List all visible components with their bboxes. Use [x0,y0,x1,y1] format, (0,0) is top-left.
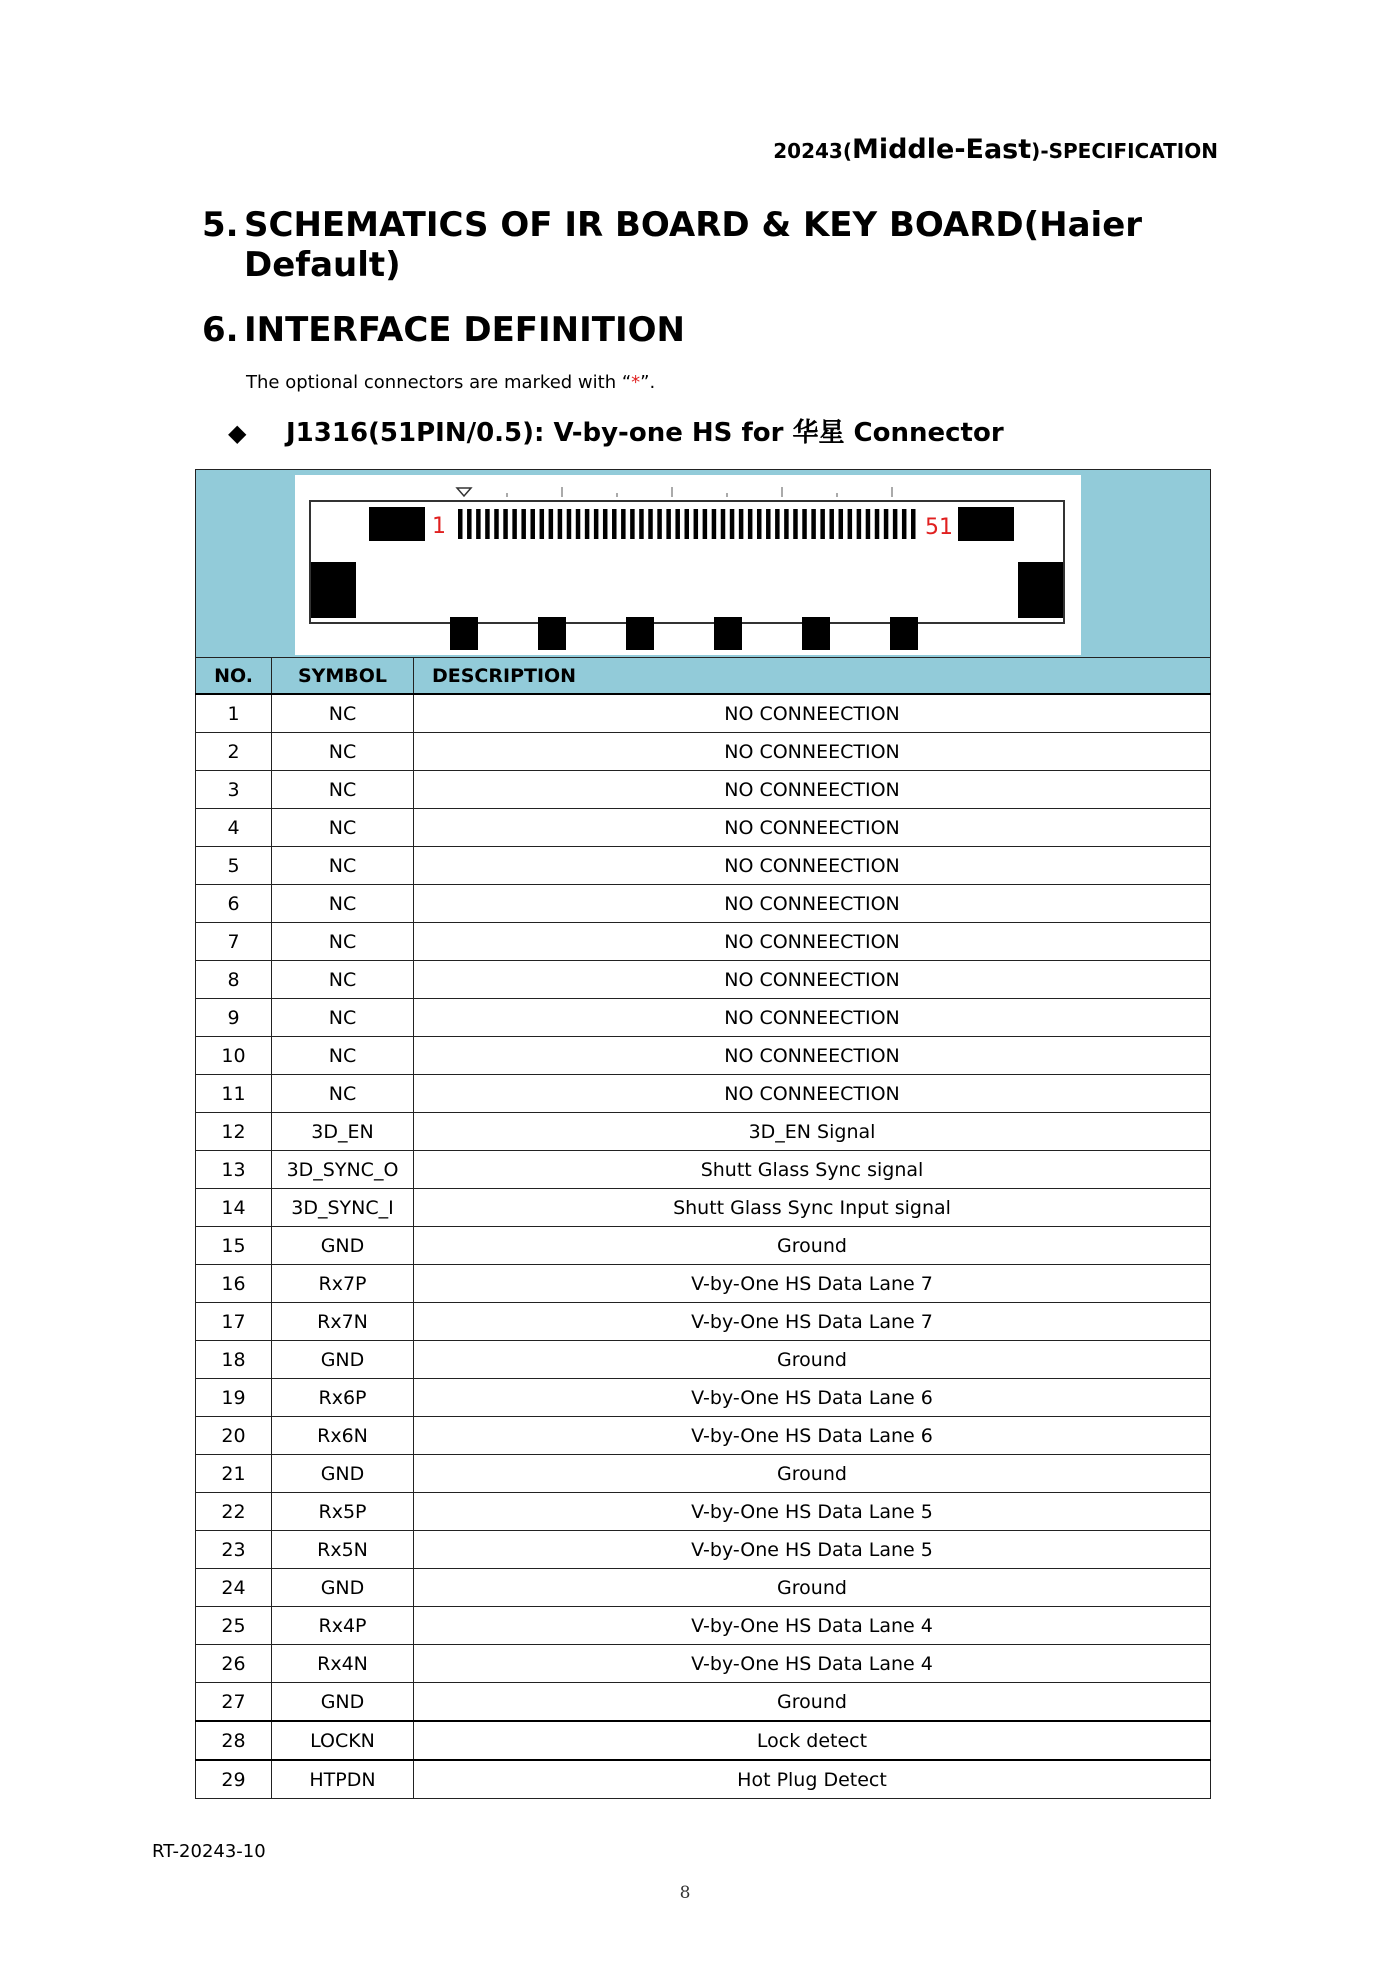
table-row [196,1531,1211,1569]
document-id: RT-20243-10 [152,1841,266,1862]
cell-description: NO CONNEECTION [414,1075,1211,1113]
connector-pin [748,509,753,539]
cell-description: Ground [414,1569,1211,1607]
section-title: SCHEMATICS OF IR BOARD & KEY BOARD(Haier Default) [244,205,1143,285]
header-prefix: 20243( [773,139,852,163]
table-row [196,1189,1211,1227]
pin-last-label: 51 [925,515,953,540]
connector-pin [694,509,699,539]
cell-no: 6 [196,885,272,923]
cell-no: 29 [196,1760,272,1799]
table-row [196,1760,1211,1799]
cell-symbol: NC [272,733,414,771]
page-number: 8 [679,1883,691,1903]
connector-pin [685,509,690,539]
solder-tabs [450,617,918,650]
connector-pin [485,509,490,539]
table-row [196,1303,1211,1341]
cell-no: 22 [196,1493,272,1531]
cell-no: 2 [196,733,272,771]
cell-no: 12 [196,1113,272,1151]
table-row [196,694,1211,733]
connector-pin [666,509,671,539]
cell-no: 13 [196,1151,272,1189]
cell-symbol: Rx5N [272,1531,414,1569]
cell-symbol: GND [272,1569,414,1607]
cell-description: V-by-One HS Data Lane 5 [414,1531,1211,1569]
cell-description: NO CONNEECTION [414,771,1211,809]
connector-pin [512,509,517,539]
cell-symbol: Rx6N [272,1417,414,1455]
cell-symbol: 3D_EN [272,1113,414,1151]
section-number: 6. [202,310,239,350]
header-region: Middle-East [851,134,1032,165]
solder-tab [802,617,830,650]
optional-connector-note [246,372,655,393]
connector-pin [848,509,853,539]
connector-pin [530,509,535,539]
connector-pin [476,509,481,539]
left-mount-tab [311,562,356,618]
note-text-end: ”. [640,372,656,393]
cell-symbol: NC [272,885,414,923]
cell-symbol: Rx4P [272,1607,414,1645]
connector-pin [648,509,653,539]
connector-pin [866,509,871,539]
cell-description: Ground [414,1227,1211,1265]
connector-pin [911,509,916,539]
right-mount-tab [1018,562,1063,618]
cell-symbol: 3D_SYNC_I [272,1189,414,1227]
solder-tab [538,617,566,650]
connector-pin [757,509,762,539]
connector-pin [630,509,635,539]
table-row [196,1227,1211,1265]
cell-description: V-by-One HS Data Lane 4 [414,1607,1211,1645]
connector-pin [567,509,572,539]
connector-diagram [295,475,1081,655]
table-row [196,1379,1211,1417]
cell-no: 11 [196,1075,272,1113]
cell-no: 4 [196,809,272,847]
cell-no: 17 [196,1303,272,1341]
connector-pin [712,509,717,539]
cell-symbol: LOCKN [272,1721,414,1760]
table-row [196,1493,1211,1531]
cell-symbol: GND [272,1227,414,1265]
cell-description: Ground [414,1683,1211,1722]
cell-no: 27 [196,1683,272,1722]
document-header [773,134,1218,165]
table-row [196,1721,1211,1760]
table-row [196,999,1211,1037]
cell-symbol: Rx6P [272,1379,414,1417]
connector-title: J1316(51PIN/0.5): V-by-one HS for 华星 Connector [286,418,1004,448]
connector-pin [585,509,590,539]
cell-description: Shutt Glass Sync signal [414,1151,1211,1189]
table-row [196,1151,1211,1189]
cell-description: V-by-One HS Data Lane 5 [414,1493,1211,1531]
cell-no: 20 [196,1417,272,1455]
cell-no: 1 [196,694,272,733]
cell-description: V-by-One HS Data Lane 7 [414,1265,1211,1303]
cell-no: 25 [196,1607,272,1645]
connector-pin [594,509,599,539]
cell-no: 10 [196,1037,272,1075]
connector-pin [829,509,834,539]
left-latch [369,507,425,541]
cell-symbol: NC [272,1037,414,1075]
connector-pin [811,509,816,539]
cell-no: 9 [196,999,272,1037]
ruler-ticks [507,487,892,497]
connector-pin [621,509,626,539]
cell-description: Ground [414,1341,1211,1379]
cell-symbol: Rx7N [272,1303,414,1341]
cell-no: 3 [196,771,272,809]
connector-pin [739,509,744,539]
connector-drawing [295,475,1081,655]
cell-description: NO CONNEECTION [414,923,1211,961]
column-header-symbol: SYMBOL [272,658,414,695]
table-row [196,961,1211,999]
cell-no: 23 [196,1531,272,1569]
connector-pin [820,509,825,539]
cell-symbol: NC [272,694,414,733]
connector-heading [228,412,1004,449]
cell-description: NO CONNEECTION [414,847,1211,885]
cell-description: V-by-One HS Data Lane 4 [414,1645,1211,1683]
cell-description: NO CONNEECTION [414,809,1211,847]
table-row [196,733,1211,771]
table-row [196,1037,1211,1075]
table-row [196,771,1211,809]
connector-diagram-row [196,470,1211,658]
connector-pin [793,509,798,539]
table-row [196,847,1211,885]
table-row [196,1455,1211,1493]
connector-pin [839,509,844,539]
cell-description: Hot Plug Detect [414,1760,1211,1799]
cell-symbol: NC [272,923,414,961]
solder-tab [890,617,918,650]
cell-no: 8 [196,961,272,999]
column-header-description: DESCRIPTION [414,658,1211,695]
connector-pin [802,509,807,539]
connector-pins [458,509,916,539]
table-row [196,1645,1211,1683]
connector-pin [494,509,499,539]
connector-pin [730,509,735,539]
connector-pin [458,509,463,539]
cell-symbol: GND [272,1683,414,1722]
connector-pin [639,509,644,539]
cell-symbol: 3D_SYNC_O [272,1151,414,1189]
cell-symbol: NC [272,961,414,999]
cell-description: NO CONNEECTION [414,885,1211,923]
table-row [196,1417,1211,1455]
connector-pin [549,509,554,539]
cell-no: 26 [196,1645,272,1683]
connector-pin [467,509,472,539]
solder-tab [626,617,654,650]
cell-description: V-by-One HS Data Lane 7 [414,1303,1211,1341]
connector-pin [766,509,771,539]
solder-tab [714,617,742,650]
pin-first-label: 1 [432,514,446,539]
cell-no: 21 [196,1455,272,1493]
section-number: 5. [202,205,239,245]
right-latch [958,507,1014,541]
table-row [196,1113,1211,1151]
cell-no: 19 [196,1379,272,1417]
cell-no: 14 [196,1189,272,1227]
solder-tab [450,617,478,650]
cell-description: Shutt Glass Sync Input signal [414,1189,1211,1227]
cell-symbol: NC [272,1075,414,1113]
pin-definition-table [195,469,1211,1799]
cell-symbol: NC [272,809,414,847]
cell-description: NO CONNEECTION [414,1037,1211,1075]
cell-description: V-by-One HS Data Lane 6 [414,1417,1211,1455]
table-row [196,1683,1211,1722]
cell-no: 18 [196,1341,272,1379]
cell-symbol: GND [272,1341,414,1379]
pin1-marker-icon [457,488,471,496]
note-text: The optional connectors are marked with “ [246,372,632,393]
cell-description: NO CONNEECTION [414,694,1211,733]
connector-pin [675,509,680,539]
cell-symbol: GND [272,1455,414,1493]
cell-no: 16 [196,1265,272,1303]
cell-description: V-by-One HS Data Lane 6 [414,1379,1211,1417]
connector-pin [503,509,508,539]
cell-description: NO CONNEECTION [414,733,1211,771]
table-row [196,923,1211,961]
cell-symbol: NC [272,771,414,809]
cell-symbol: Rx5P [272,1493,414,1531]
connector-pin [521,509,526,539]
note-star: * [631,372,641,393]
cell-no: 28 [196,1721,272,1760]
table-row [196,1569,1211,1607]
connector-pin [875,509,880,539]
connector-pin [902,509,907,539]
cell-no: 15 [196,1227,272,1265]
connector-pin [721,509,726,539]
connector-pin [612,509,617,539]
table-header-row [196,658,1211,695]
table-row [196,809,1211,847]
cell-description: NO CONNEECTION [414,999,1211,1037]
connector-pin [603,509,608,539]
cell-no: 7 [196,923,272,961]
header-suffix: )-SPECIFICATION [1031,139,1218,163]
section-title: INTERFACE DEFINITION [244,310,685,350]
table-row [196,885,1211,923]
table-row [196,1075,1211,1113]
column-header-no: NO. [196,658,272,695]
connector-pin [857,509,862,539]
table-row [196,1265,1211,1303]
connector-pin [893,509,898,539]
cell-symbol: HTPDN [272,1760,414,1799]
cell-description: 3D_EN Signal [414,1113,1211,1151]
cell-no: 5 [196,847,272,885]
connector-pin [703,509,708,539]
connector-pin [576,509,581,539]
cell-symbol: Rx7P [272,1265,414,1303]
connector-pin [775,509,780,539]
table-row [196,1607,1211,1645]
diamond-bullet-icon: ◆ [228,419,247,447]
connector-pin [657,509,662,539]
cell-symbol: NC [272,847,414,885]
cell-symbol: NC [272,999,414,1037]
connector-pin [540,509,545,539]
cell-description: Lock detect [414,1721,1211,1760]
cell-no: 24 [196,1569,272,1607]
connector-pin [558,509,563,539]
connector-pin [784,509,789,539]
cell-description: Ground [414,1455,1211,1493]
cell-description: NO CONNEECTION [414,961,1211,999]
connector-pin [884,509,889,539]
cell-symbol: Rx4N [272,1645,414,1683]
table-row [196,1341,1211,1379]
